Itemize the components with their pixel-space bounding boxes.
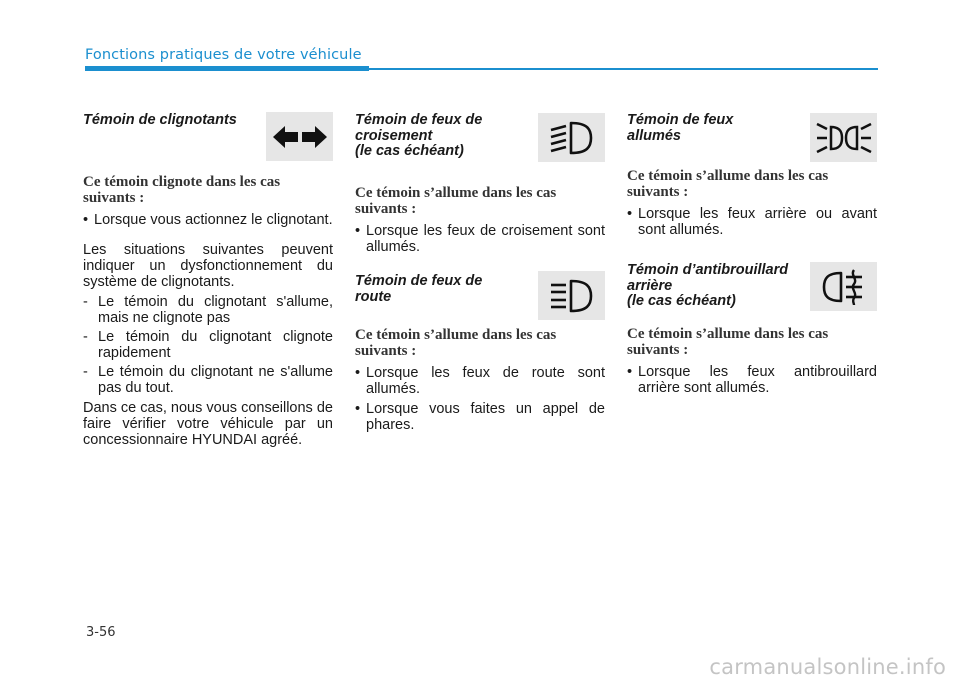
section-low-beam (355, 112, 605, 255)
column-lights (627, 112, 877, 400)
bullet-item: • Lorsque les feux de croisement sont allumés. (355, 223, 605, 255)
bullet-item: • Lorsque les feux antibrouillard arrière sont allumés. (627, 364, 877, 396)
bullet-item: • Lorsque vous actionnez le clignotant. (83, 212, 333, 228)
title-line: (le cas échéant) (355, 143, 464, 159)
dash-item: - Le témoin du clignotant clignote rapidement (83, 329, 333, 361)
title-line: Témoin d’antibrouillard (627, 262, 789, 278)
section-title: Témoin de clignotants (83, 112, 237, 128)
section-title (627, 262, 792, 310)
turn-signal-arrows-icon (266, 112, 333, 161)
section-high-beam (355, 273, 605, 433)
bullet-item: • Lorsque vous faites un appel de phares. (355, 401, 605, 433)
rear-fog-light-icon (810, 262, 877, 311)
page-number: 3-56 (86, 625, 116, 640)
section-subheading: Ce témoin s’allume dans les cas suivants : (627, 326, 829, 358)
watermark: carmanualsonline.info (709, 655, 946, 679)
column-turn-signal (83, 112, 333, 448)
section-subheading: Ce témoin clignote dans les cas suivants : (83, 174, 281, 206)
title-line: route (355, 288, 392, 305)
header-rule-thin (369, 68, 878, 70)
section-subheading: Ce témoin s’allume dans les cas suivants : (355, 185, 557, 217)
title-line: arrière (627, 277, 673, 294)
section-tail-lights (627, 112, 877, 238)
section-title (627, 112, 792, 144)
title-line: croisement (355, 127, 433, 144)
header-rule-thick (85, 66, 369, 71)
dash-item: - Le témoin du clignotant s'allume, mais ne clignote pas (83, 294, 333, 326)
title-line: allumés (627, 127, 681, 144)
bullet-item: • Lorsque les feux arrière ou avant sont allumés. (627, 206, 877, 238)
title-line: Témoin de feux (627, 112, 734, 128)
high-beam-icon (538, 271, 605, 320)
bullet-item: • Lorsque les feux de route sont allumés. (355, 365, 605, 397)
section-subheading: Ce témoin s’allume dans les cas suivants : (355, 327, 557, 359)
section-title (355, 273, 520, 305)
title-line: (le cas échéant) (627, 293, 736, 309)
column-beams (355, 112, 605, 437)
header-title: Fonctions pratiques de votre véhicule (85, 47, 362, 63)
position-lights-icon (810, 113, 877, 162)
low-beam-icon (538, 113, 605, 162)
section-turn-signal (83, 112, 333, 448)
paragraph: Les situations suivantes peuvent indiquer un dysfonctionnement du système de clignotants. (83, 242, 333, 290)
dash-item: - Le témoin du clignotant ne s'allume pas du tout. (83, 364, 333, 396)
section-title (355, 112, 520, 160)
section-rear-fog (627, 262, 877, 396)
title-line: Témoin de feux de (355, 273, 483, 289)
paragraph-closing: Dans ce cas, nous vous conseillons de faire vérifier votre véhicule par un concessionnaire HYUNDAI agréé. (83, 400, 333, 448)
section-subheading: Ce témoin s’allume dans les cas suivants : (627, 168, 829, 200)
title-line: Témoin de feux de (355, 112, 483, 128)
